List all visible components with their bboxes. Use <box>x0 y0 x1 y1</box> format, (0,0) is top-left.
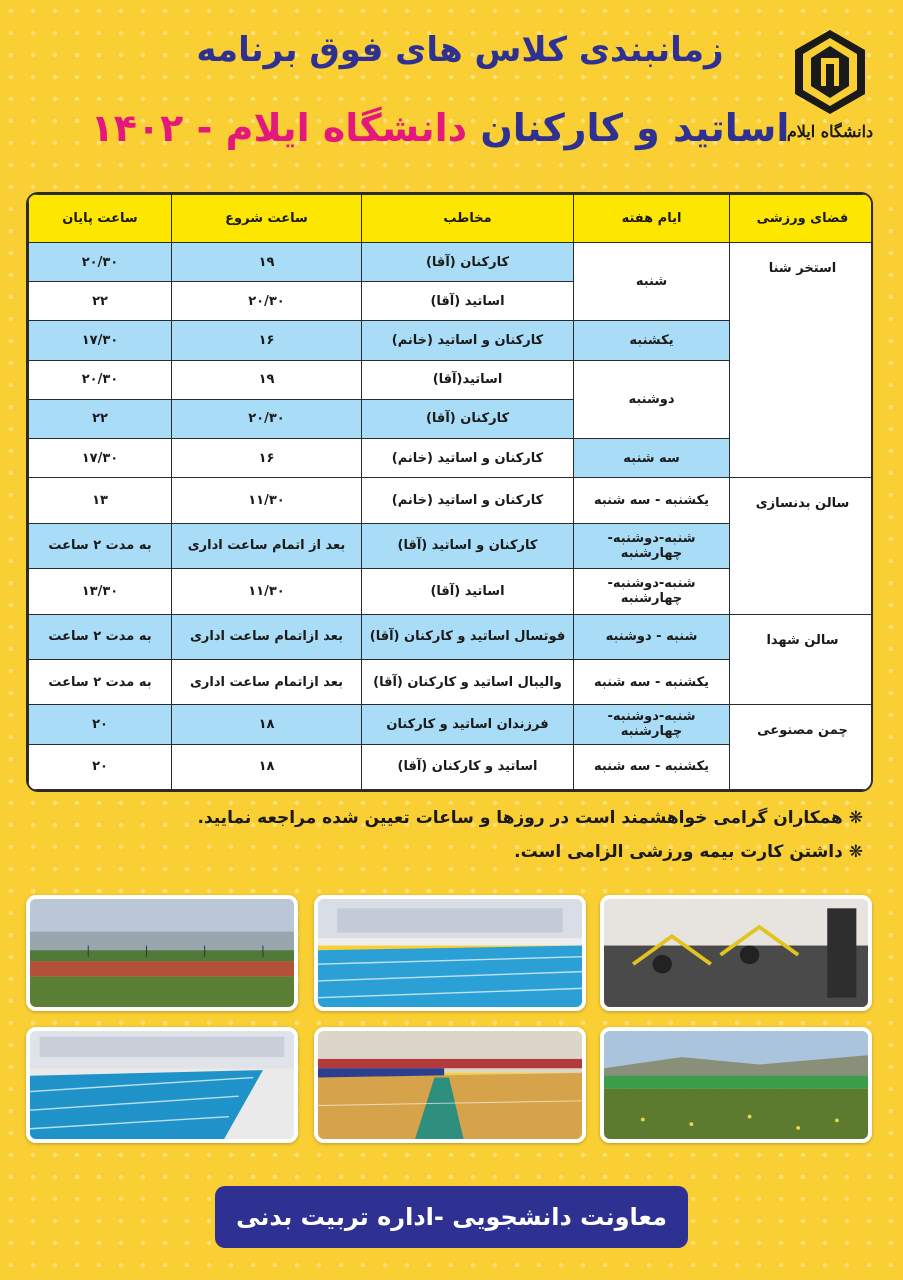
start-cell: بعد ازاتمام ساعت اداری <box>172 659 362 704</box>
end-cell: ۲۲ <box>29 399 172 438</box>
start-cell: ۱۹ <box>172 243 362 282</box>
start-cell: بعد از اتمام ساعت اداری <box>172 523 362 568</box>
title-line-1: زمانبندی کلاس های فوق برنامه <box>196 30 724 70</box>
start-cell: ۱۶ <box>172 321 362 360</box>
audience-cell: فرزندان اساتید و کارکنان <box>362 705 574 744</box>
start-cell: ۲۰/۳۰ <box>172 282 362 321</box>
audience-cell: کارکنان و اساتید (آقا) <box>362 523 574 568</box>
days-cell: شنبه-دوشنبه-چهارشنبه <box>574 705 730 744</box>
end-cell: ۱۷/۳۰ <box>29 439 172 478</box>
start-cell: ۱۸ <box>172 744 362 789</box>
audience-cell: کارکنان و اساتید (خانم) <box>362 439 574 478</box>
footer-banner: معاونت دانشجویی -اداره تربیت بدنی <box>215 1186 688 1248</box>
end-cell: ۲۰ <box>29 744 172 789</box>
end-cell: ۲۰/۳۰ <box>29 243 172 282</box>
schedule-table <box>26 192 873 792</box>
photo-swimming-pool <box>314 895 586 1011</box>
audience-cell: کارکنان و اساتید (خانم) <box>362 478 574 523</box>
days-cell: شنبه - دوشنبه <box>574 614 730 659</box>
space-cell: سالن بدنسازی <box>730 478 874 614</box>
audience-cell: کارکنان و اساتید (خانم) <box>362 321 574 360</box>
title-university: دانشگاه ایلام <box>225 106 468 150</box>
days-cell: یکشنبه - سه شنبه <box>574 659 730 704</box>
start-cell: ۱۱/۳۰ <box>172 569 362 614</box>
space-cell: استخر شنا <box>730 243 874 478</box>
table-row <box>29 705 874 744</box>
end-cell: ۲۲ <box>29 282 172 321</box>
audience-cell: فوتسال اساتید و کارکنان (آقا) <box>362 614 574 659</box>
end-cell: ۱۷/۳۰ <box>29 321 172 360</box>
start-cell: ۱۸ <box>172 705 362 744</box>
end-cell: به مدت ۲ ساعت <box>29 523 172 568</box>
end-cell: به مدت ۲ ساعت <box>29 614 172 659</box>
table-row <box>29 614 874 659</box>
days-cell: شنبه-دوشنبه-چهارشنبه <box>574 523 730 568</box>
start-cell: ۱۶ <box>172 439 362 478</box>
end-cell: ۲۰ <box>29 705 172 744</box>
days-cell: یکشنبه - سه شنبه <box>574 478 730 523</box>
photo-sports-hall <box>314 1027 586 1143</box>
start-cell: ۲۰/۳۰ <box>172 399 362 438</box>
university-emblem-icon <box>791 28 869 116</box>
note-item: ❋ داشتن کارت بیمه ورزشی الزامی است. <box>514 842 863 862</box>
audience-cell: کارکنان (آقا) <box>362 243 574 282</box>
start-cell: ۱۹ <box>172 360 362 399</box>
title-year: - ۱۴۰۲ <box>90 106 213 150</box>
photo-gym <box>600 895 872 1011</box>
days-cell: یکشنبه - سه شنبه <box>574 744 730 789</box>
audience-cell: کارکنان (آقا) <box>362 399 574 438</box>
logo-text: دانشگاه ایلام <box>786 122 874 141</box>
photo-indoor-pool <box>26 1027 298 1143</box>
days-cell: شنبه <box>574 243 730 321</box>
header-end: ساعت پایان <box>29 195 172 243</box>
header-audience: مخاطب <box>362 195 574 243</box>
photo-artificial-turf <box>600 1027 872 1143</box>
notes <box>43 808 863 876</box>
header-start: ساعت شروع <box>172 195 362 243</box>
table-row <box>29 478 874 523</box>
end-cell: به مدت ۲ ساعت <box>29 659 172 704</box>
audience-cell: والیبال اساتید و کارکنان (آقا) <box>362 659 574 704</box>
start-cell: بعد ازاتمام ساعت اداری <box>172 614 362 659</box>
title-line-2 <box>80 106 800 150</box>
space-cell: سالن شهدا <box>730 614 874 705</box>
audience-cell: اساتید(آقا) <box>362 360 574 399</box>
start-cell: ۱۱/۳۰ <box>172 478 362 523</box>
days-cell: یکشنبه <box>574 321 730 360</box>
header-days: ایام هفته <box>574 195 730 243</box>
audience-cell: اساتید (آقا) <box>362 282 574 321</box>
end-cell: ۲۰/۳۰ <box>29 360 172 399</box>
audience-cell: اساتید و کارکنان (آقا) <box>362 744 574 789</box>
space-cell: چمن مصنوعی <box>730 705 874 790</box>
audience-cell: اساتید (آقا) <box>362 569 574 614</box>
end-cell: ۱۳/۳۰ <box>29 569 172 614</box>
title-audience: اساتید و کارکنان <box>480 106 790 150</box>
header-space: فضای ورزشی <box>730 195 874 243</box>
days-cell: سه شنبه <box>574 439 730 478</box>
table-row <box>29 243 874 282</box>
photo-running-track <box>26 895 298 1011</box>
table-header-row <box>29 195 874 243</box>
note-item: ❋ همکاران گرامی خواهشمند است در روزها و ساعات تعیین شده مراجعه نمایید. <box>197 808 863 828</box>
end-cell: ۱۳ <box>29 478 172 523</box>
days-cell: شنبه-دوشنبه-چهارشنبه <box>574 569 730 614</box>
days-cell: دوشنبه <box>574 360 730 438</box>
